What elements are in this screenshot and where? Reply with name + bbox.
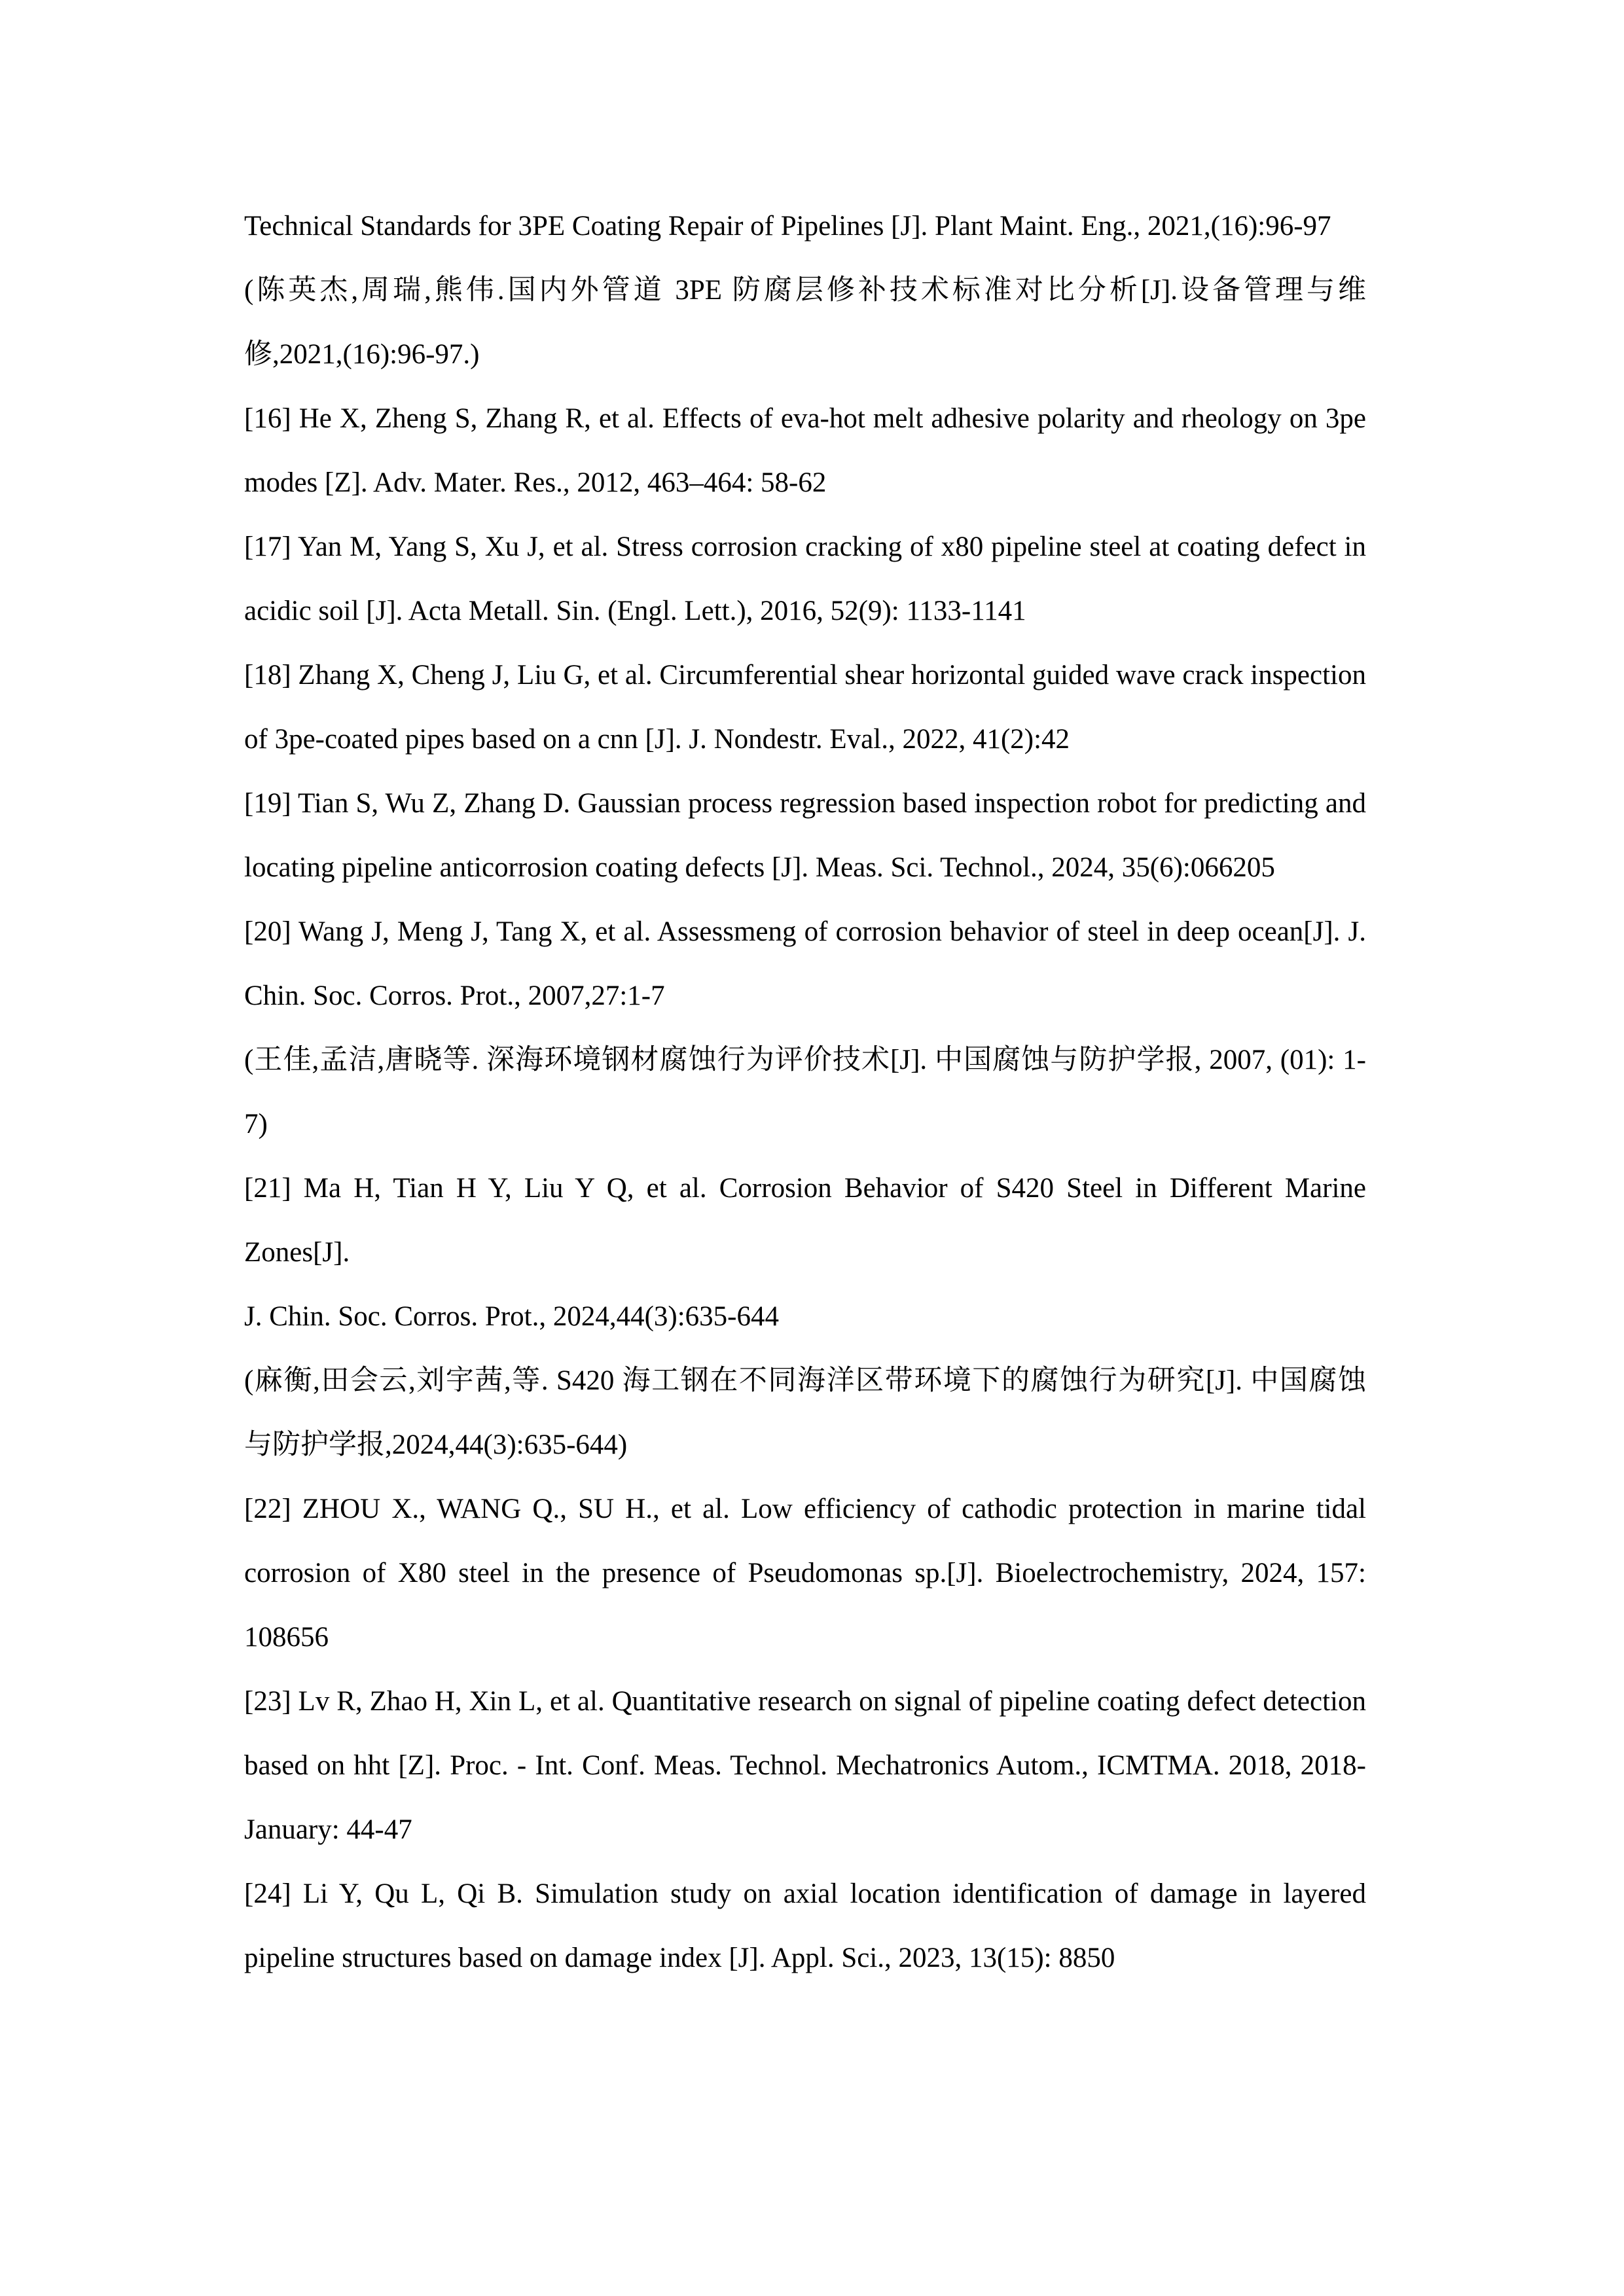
reference-line: J. Chin. Soc. Corros. Prot., 2024,44(3):635-644	[244, 1301, 779, 1332]
reference-line: pipeline structures based on damage index [J]. Appl. Sci., 2023, 13(15): 8850	[244, 1943, 1115, 1973]
reference-line: [24] Li Y, Qu L, Qi B. Simulation study on axial location identification of damage in layered	[244, 1878, 1366, 1909]
reference-entry	[244, 772, 1366, 900]
reference-line: [16] He X, Zheng S, Zhang R, et al. Effects of eva-hot melt adhesive polarity and rheology on 3pe	[244, 403, 1366, 434]
reference-line: acidic soil [J]. Acta Metall. Sin. (Engl. Lett.), 2016, 52(9): 1133-1141	[244, 596, 1026, 626]
reference-line: (王佳,孟洁,唐晓等. 深海环境钢材腐蚀行为评价技术[J]. 中国腐蚀与防护学报, 2007, (01): 1-	[244, 1045, 1366, 1075]
reference-line: locating pipeline anticorrosion coating defects [J]. Meas. Sci. Technol., 2024, 35(6):066205	[244, 852, 1275, 883]
reference-line: (麻衡,田会云,刘宇茜,等. S420 海工钢在不同海洋区带环境下的腐蚀行为研究[J]. 中国腐蚀	[244, 1365, 1366, 1396]
reference-line: [17] Yan M, Yang S, Xu J, et al. Stress corrosion cracking of x80 pipeline steel at coating defect in	[244, 531, 1366, 562]
reference-entry	[244, 1477, 1366, 1670]
reference-line: 修,2021,(16):96-97.)	[244, 339, 480, 370]
reference-line: Technical Standards for 3PE Coating Repair of Pipelines [J]. Plant Maint. Eng., 2021,(16):96-97	[244, 211, 1331, 242]
reference-line: [20] Wang J, Meng J, Tang X, et al. Assessmeng of corrosion behavior of steel in deep ocean[J]. J.	[244, 916, 1366, 947]
reference-line: January: 44-47	[244, 1814, 412, 1845]
reference-entry	[244, 643, 1366, 772]
references-list	[244, 194, 1366, 1990]
reference-entry	[244, 387, 1366, 515]
reference-line: based on hht [Z]. Proc. - Int. Conf. Meas. Technol. Mechatronics Autom., ICMTMA. 2018, 2018-	[244, 1750, 1366, 1781]
reference-line: 与防护学报,2024,44(3):635-644)	[244, 1429, 628, 1460]
reference-line: (陈英杰,周瑞,熊伟.国内外管道 3PE 防腐层修补技术标准对比分析[J].设备管理与维	[244, 275, 1366, 306]
reference-line: Chin. Soc. Corros. Prot., 2007,27:1-7	[244, 980, 665, 1011]
reference-entry	[244, 194, 1366, 387]
reference-line: [22] ZHOU X., WANG Q., SU H., et al. Low efficiency of cathodic protection in marine tidal	[244, 1494, 1366, 1524]
reference-line: [18] Zhang X, Cheng J, Liu G, et al. Circumferential shear horizontal guided wave crack inspection	[244, 660, 1366, 691]
reference-entry	[244, 1670, 1366, 1862]
reference-entry	[244, 1157, 1366, 1477]
reference-entry	[244, 515, 1366, 643]
reference-line: 7)	[244, 1109, 268, 1139]
reference-line: [21] Ma H, Tian H Y, Liu Y Q, et al. Corrosion Behavior of S420 Steel in Different Marine Zones[J].	[244, 1173, 1366, 1268]
reference-line: modes [Z]. Adv. Mater. Res., 2012, 463–464: 58-62	[244, 467, 827, 498]
reference-line: of 3pe-coated pipes based on a cnn [J]. J. Nondestr. Eval., 2022, 41(2):42	[244, 724, 1070, 755]
reference-line: [23] Lv R, Zhao H, Xin L, et al. Quantitative research on signal of pipeline coating defect detection	[244, 1686, 1366, 1717]
reference-entry	[244, 1862, 1366, 1990]
reference-line: corrosion of X80 steel in the presence of Pseudomonas sp.[J]. Bioelectrochemistry, 2024, 157:	[244, 1558, 1366, 1588]
reference-entry	[244, 900, 1366, 1157]
reference-line: [19] Tian S, Wu Z, Zhang D. Gaussian process regression based inspection robot for predicting and	[244, 788, 1366, 819]
reference-line: 108656	[244, 1622, 329, 1653]
